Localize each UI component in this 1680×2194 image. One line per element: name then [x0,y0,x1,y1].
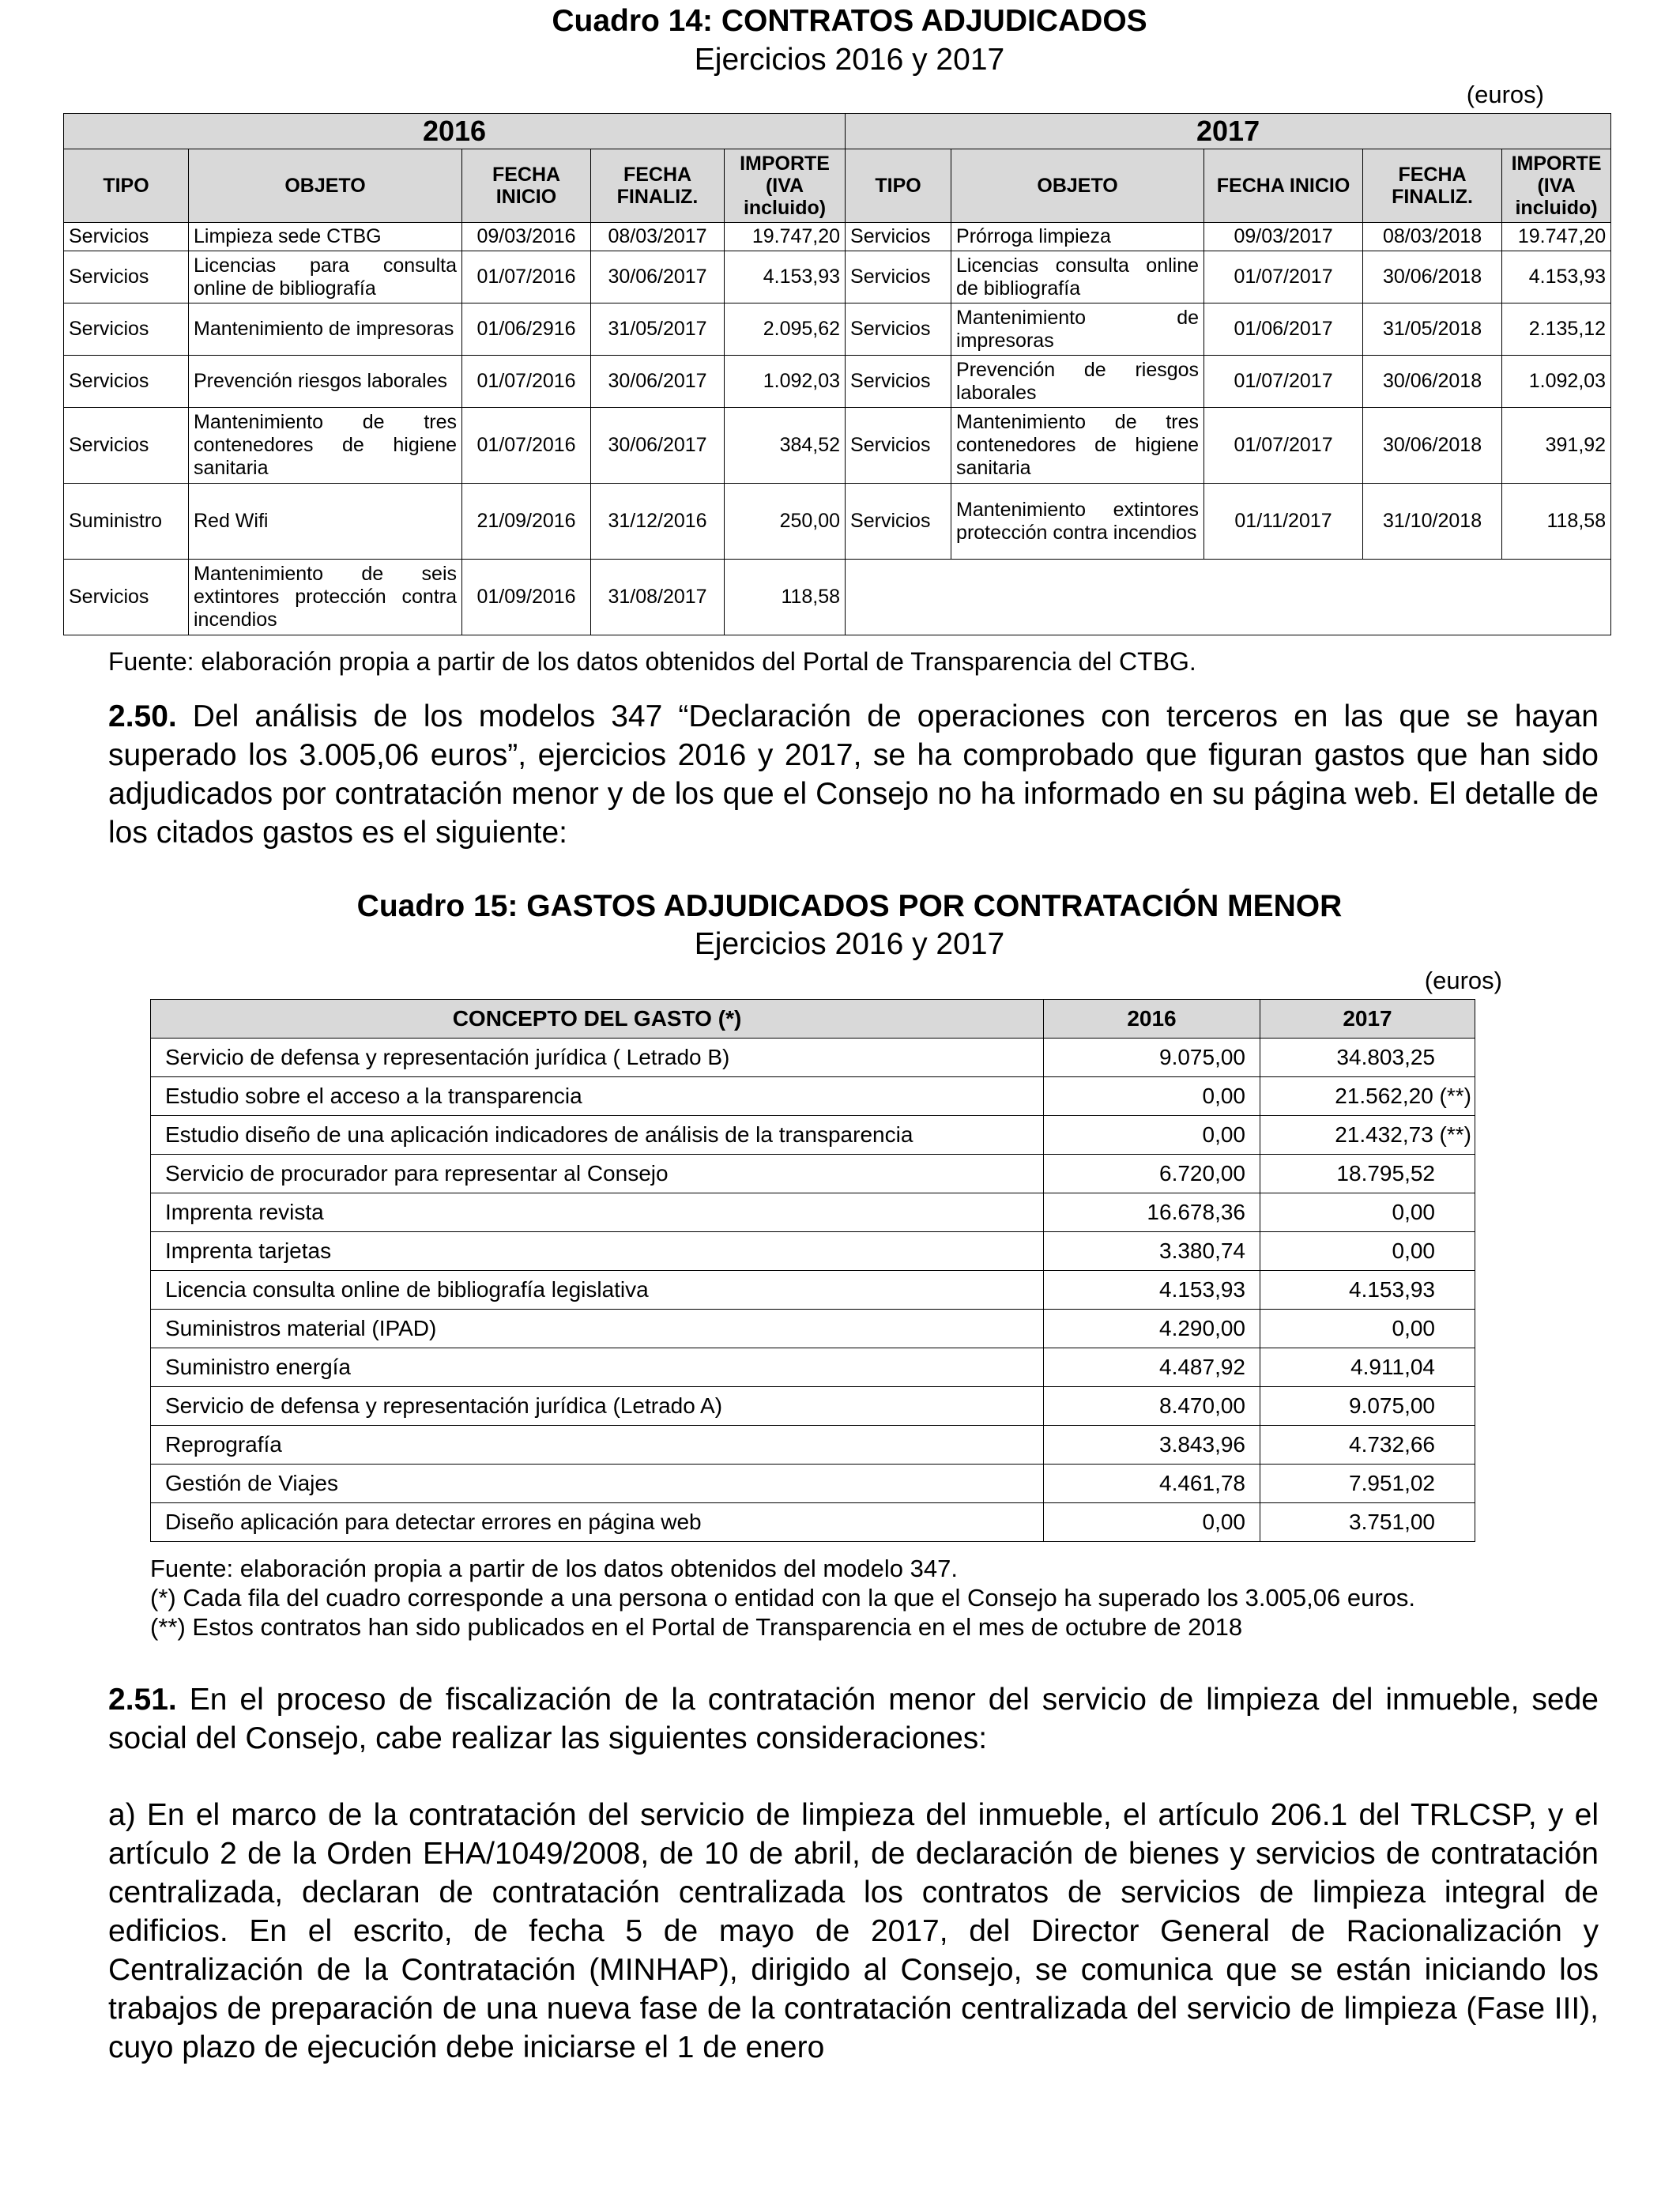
cell: 4.732,66 [1260,1426,1475,1465]
cell: Servicio de defensa y representación jurídica (Letrado A) [151,1387,1044,1426]
cell: Licencias consulta online de bibliografía [951,251,1204,303]
cell: 19.747,20 [725,223,846,251]
contracts-table [63,113,1611,635]
cell: 1.092,03 [725,356,846,408]
cell: Limpieza sede CTBG [189,223,462,251]
table-row [64,303,1611,356]
paragraph-number: 2.51. [108,1683,177,1717]
cell: 250,00 [725,484,846,560]
cell: 118,58 [1502,484,1611,560]
paragraph-text: Del análisis de los modelos 347 “Declaración de operaciones con terceros en las que se hayan superado los 3.005,06 euros”, ejercicios 2016 y 2017, se ha comprobado que figuran gastos que han sido adjudicados por contratación menor y de los que el Consejo no ha informado en su página web. El detalle de los citados gastos es el siguiente: [108,699,1599,850]
cuadro15-unit: (euros) [1424,967,1502,994]
cell: 19.747,20 [1502,223,1611,251]
cell: Prevención de riesgos laborales [951,356,1204,408]
cell: Licencia consulta online de bibliografía legislativa [151,1271,1044,1310]
table-row [151,1193,1475,1232]
cell: 30/06/2018 [1363,356,1502,408]
cell: 0,00 [1260,1310,1475,1348]
cell: 01/07/2017 [1204,356,1363,408]
cell: 3.751,00 [1260,1503,1475,1542]
cell: 01/07/2016 [462,356,591,408]
cell: 4.153,93 [1044,1271,1260,1310]
cell: Servicios [846,223,951,251]
cell: 21.432,73 (**) [1260,1116,1475,1155]
cuadro14-source: Fuente: elaboración propia a partir de los datos obtenidos del Portal de Transparencia del CTBG. [108,647,1196,676]
cuadro15-notes [150,1554,1415,1642]
cell: 18.795,52 [1260,1155,1475,1193]
cell: 01/06/2017 [1204,303,1363,356]
paragraph-number: 2.50. [108,699,177,733]
cell: Servicios [64,356,189,408]
cell: 0,00 [1044,1503,1260,1542]
minor-contracts-table [150,999,1475,1542]
table-row [64,251,1611,303]
cell: Servicios [64,408,189,484]
cell: 01/07/2016 [462,251,591,303]
cell: 0,00 [1044,1116,1260,1155]
cell: Licencias para consulta online de bibliografía [189,251,462,303]
cell: 09/03/2017 [1204,223,1363,251]
column-header-row [151,1000,1475,1039]
cell: 31/12/2016 [591,484,725,560]
cell: Servicio de defensa y representación jurídica ( Letrado B) [151,1039,1044,1077]
cell: Prevención riesgos laborales [189,356,462,408]
cell: 30/06/2017 [591,408,725,484]
col-concepto: CONCEPTO DEL GASTO (*) [151,1000,1044,1039]
paragraph-a [108,1796,1599,2067]
table-row [64,408,1611,484]
cell: 3.380,74 [1044,1232,1260,1271]
cell: 31/10/2018 [1363,484,1502,560]
cell: 30/06/2017 [591,251,725,303]
cell: Servicios [846,484,951,560]
cell: 6.720,00 [1044,1155,1260,1193]
cell: 4.153,93 [1502,251,1611,303]
col-2017: 2017 [1260,1000,1475,1039]
table-row [151,1077,1475,1116]
cell: 01/07/2017 [1204,251,1363,303]
cell: Servicios [846,356,951,408]
cell: Servicios [846,303,951,356]
cell: 08/03/2017 [591,223,725,251]
cell: Mantenimiento de tres contenedores de higiene sanitaria [951,408,1204,484]
cuadro15-title: Cuadro 15: GASTOS ADJUDICADOS POR CONTRATACIÓN MENOR [356,889,1343,923]
cuadro14-unit: (euros) [1466,81,1544,108]
cell: Imprenta revista [151,1193,1044,1232]
col-2016: 2016 [1044,1000,1260,1039]
cell: 16.678,36 [1044,1193,1260,1232]
cell: Mantenimiento de impresoras [951,303,1204,356]
cell: Servicios [846,408,951,484]
cell: Servicios [64,223,189,251]
cell: 08/03/2018 [1363,223,1502,251]
table-row [151,1116,1475,1155]
cell: 9.075,00 [1044,1039,1260,1077]
cell: 4.153,93 [725,251,846,303]
table-row [151,1503,1475,1542]
cell: Estudio sobre el acceso a la transparencia [151,1077,1044,1116]
table-row [64,484,1611,560]
cell: 01/09/2016 [462,560,591,635]
cell: 3.843,96 [1044,1426,1260,1465]
col-objeto-2017: OBJETO [951,149,1204,223]
cell: Servicios [64,303,189,356]
table-row [151,1155,1475,1193]
cell: 09/03/2016 [462,223,591,251]
col-importe-2016: IMPORTE (IVA incluido) [725,149,846,223]
col-importe-2017: IMPORTE (IVA incluido) [1502,149,1611,223]
cell: 4.487,92 [1044,1348,1260,1387]
col-fecha-inicio-2017: FECHA INICIO [1204,149,1363,223]
cell: Diseño aplicación para detectar errores en página web [151,1503,1044,1542]
cell: 30/06/2018 [1363,251,1502,303]
cell: 4.911,04 [1260,1348,1475,1387]
cell: 34.803,25 [1260,1039,1475,1077]
table-row [151,1465,1475,1503]
col-fecha-inicio-2016: FECHA INICIO [462,149,591,223]
table-row [151,1232,1475,1271]
table-row [64,560,1611,635]
note-source: Fuente: elaboración propia a partir de los datos obtenidos del modelo 347. [150,1555,958,1582]
table-row [64,223,1611,251]
cell: 4.153,93 [1260,1271,1475,1310]
cell: 9.075,00 [1260,1387,1475,1426]
col-tipo-2016: TIPO [64,149,189,223]
col-fecha-finaliz-2017: FECHA FINALIZ. [1363,149,1502,223]
cell: Servicios [64,251,189,303]
cell: 31/08/2017 [591,560,725,635]
table-row [151,1271,1475,1310]
year-header-row [64,114,1611,149]
cell: 21.562,20 (**) [1260,1077,1475,1116]
cell: 2.135,12 [1502,303,1611,356]
cell: Red Wifi [189,484,462,560]
cell: Gestión de Viajes [151,1465,1044,1503]
cell: 30/06/2017 [591,356,725,408]
cell: 01/11/2017 [1204,484,1363,560]
cell: 30/06/2018 [1363,408,1502,484]
col-objeto-2016: OBJETO [189,149,462,223]
year-2017-header: 2017 [846,114,1611,149]
cell: Prórroga limpieza [951,223,1204,251]
column-header-row [64,149,1611,223]
cell: 7.951,02 [1260,1465,1475,1503]
cell: Servicios [846,251,951,303]
cell: Mantenimiento de seis extintores protección contra incendios [189,560,462,635]
cell: Mantenimiento de tres contenedores de higiene sanitaria [189,408,462,484]
paragraph-text: En el marco de la contratación del servicio de limpieza del inmueble, el artículo 206.1 del TRLCSP, y el artículo 2 de la Orden EHA/1049/2008, de 10 de abril, de declaración de bienes y servicios de contratación centralizada, declaran de contratación centralizada los contratos de servicios de limpieza integral de edificios. En el escrito, de fecha 5 de mayo de 2017, del Director General de Racionalización y Centralización de la Contratación (MINHAP), dirigido al Consejo, se comunica que se están iniciando los trabajos de preparación de una nueva fase de la contratación centralizada del servicio de limpieza (Fase III), cuyo plazo de ejecución debe iniciarse el 1 de enero [108,1798,1599,2064]
cell: 31/05/2017 [591,303,725,356]
table-row [151,1426,1475,1465]
paragraph-2-51 [108,1680,1599,1758]
table-row [151,1348,1475,1387]
col-tipo-2017: TIPO [846,149,951,223]
cell: Mantenimiento extintores protección contra incendios [951,484,1204,560]
cell: 118,58 [725,560,846,635]
table-row [64,356,1611,408]
cell: Servicios [64,560,189,635]
cell: Reprografía [151,1426,1044,1465]
cell: Suministro energía [151,1348,1044,1387]
cell: 01/07/2017 [1204,408,1363,484]
cell: Imprenta tarjetas [151,1232,1044,1271]
list-label: a) [108,1798,136,1832]
paragraph-2-50 [108,697,1599,852]
cell: 21/09/2016 [462,484,591,560]
cuadro14-subtitle: Ejercicios 2016 y 2017 [694,43,1005,77]
cuadro14-title: Cuadro 14: CONTRATOS ADJUDICADOS [552,4,1147,38]
cell: Mantenimiento de impresoras [189,303,462,356]
cell: 1.092,03 [1502,356,1611,408]
note-double-asterisk: (**) Estos contratos han sido publicados en el Portal de Transparencia en el mes de octubre de 2018 [150,1613,1243,1641]
cell: 0,00 [1260,1232,1475,1271]
cell: 8.470,00 [1044,1387,1260,1426]
cell: 4.461,78 [1044,1465,1260,1503]
note-asterisk: (*) Cada fila del cuadro corresponde a una persona o entidad con la que el Consejo ha superado los 3.005,06 euros. [150,1584,1416,1612]
cell: 384,52 [725,408,846,484]
cuadro15-subtitle: Ejercicios 2016 y 2017 [694,927,1005,961]
cell: Estudio diseño de una aplicación indicadores de análisis de la transparencia [151,1116,1044,1155]
cell: 4.290,00 [1044,1310,1260,1348]
cell: 391,92 [1502,408,1611,484]
cell: Suministro [64,484,189,560]
empty-cell [846,560,1611,635]
table-row [151,1387,1475,1426]
cell: 31/05/2018 [1363,303,1502,356]
cell: 0,00 [1260,1193,1475,1232]
year-2016-header: 2016 [64,114,846,149]
paragraph-text: En el proceso de fiscalización de la contratación menor del servicio de limpieza del inmueble, sede social del Consejo, cabe realizar las siguientes consideraciones: [108,1683,1599,1755]
col-fecha-finaliz-2016: FECHA FINALIZ. [591,149,725,223]
cell: 2.095,62 [725,303,846,356]
table-row [151,1310,1475,1348]
table-row [151,1039,1475,1077]
cell: 01/07/2016 [462,408,591,484]
cell: Servicio de procurador para representar al Consejo [151,1155,1044,1193]
cell: 01/06/2916 [462,303,591,356]
cell: 0,00 [1044,1077,1260,1116]
cell: Suministros material (IPAD) [151,1310,1044,1348]
